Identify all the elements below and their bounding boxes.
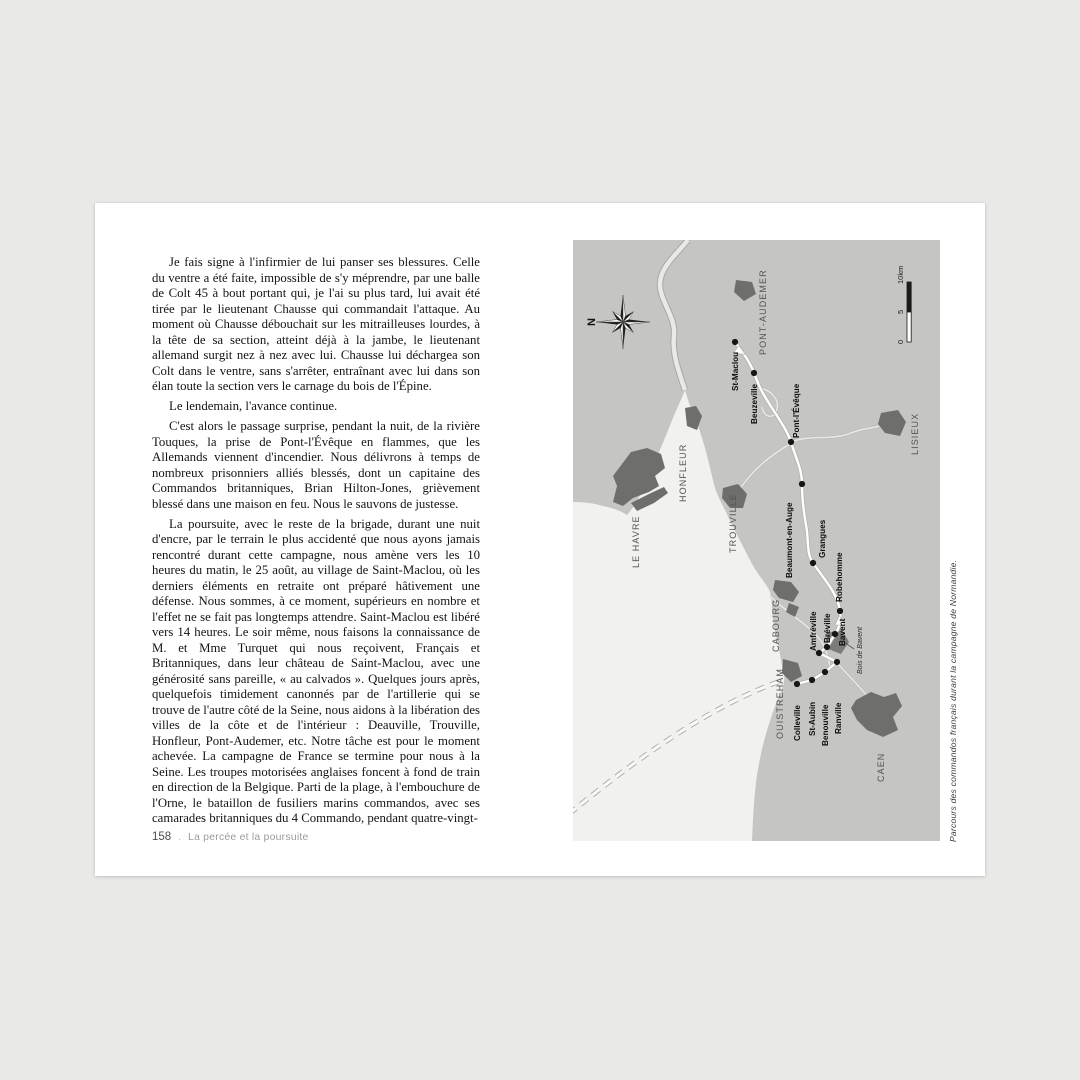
map-village-label: Amfréville (809, 611, 818, 651)
map-village-label: Beuzeville (750, 383, 759, 424)
map-city-label: TROUVILLE (728, 493, 738, 553)
footer-separator: . (178, 832, 181, 843)
paragraph: Le lendemain, l'avance continue. (169, 399, 338, 413)
normandy-map (573, 240, 940, 841)
chapter-title: La percée et la poursuite (187, 831, 309, 843)
map-city-label: OUISTREHAM (775, 667, 785, 739)
map-village-dot (837, 608, 843, 614)
map-village-dot (732, 339, 738, 345)
map-city-label: HONFLEUR (678, 443, 688, 502)
scale-bar-bottom (907, 312, 911, 342)
map-village-dot (822, 669, 828, 675)
map-village-dot (824, 644, 830, 650)
map-village-dot (751, 370, 757, 376)
body-text (152, 255, 480, 831)
scale-bar-label: 0 (896, 339, 905, 344)
map-svg (573, 240, 940, 841)
compass-north-label: N (586, 318, 598, 326)
scale-bar-label: 5 (896, 309, 905, 314)
map-village-label: Robehomme (835, 552, 844, 602)
map-city-label: CAEN (876, 752, 886, 782)
map-village-dot (809, 677, 815, 683)
map-city-label: LISIEUX (910, 412, 920, 455)
page-footer (152, 831, 309, 843)
map-village-label: Bréville (823, 613, 832, 643)
paragraph: Je fais signe à l'infirmier de lui panser ses blessures. Celle du ventre a été faite, impossible de s'y méprendre, par une balle de Colt 45 à bout portant qui, je l'ai su plus tard, lui avait été tirée par le lieutenant Chausse qui commandait l'attaque. Au moment où Chausse débouchait sur les mitrailleuses lourdes, à la tête de sa section, atteint déjà à la jambe, le lieutenant allemand surgit nez à nez avec lui. Chausse lui déchargea son Colt dans le ventre, sans s'arrêter, entraînant avec lui dans son élan toute la section vers le carnage du bois de l'Épine. (152, 255, 480, 393)
map-village-dot (794, 681, 800, 687)
map-village-label: St-Aubin (808, 701, 817, 736)
scale-bar-top (907, 282, 911, 312)
map-village-label: Bavent (838, 618, 847, 646)
map-village-label: Benouville (821, 704, 830, 746)
scale-bar-label: 10km (896, 265, 905, 284)
map-village-dot (834, 659, 840, 665)
map-village-label: Colleville (793, 705, 802, 741)
book-page (95, 203, 985, 876)
map-city-label: PONT-AUDEMER (758, 269, 768, 355)
map-caption: Parcours des commandos français durant la campagne de Normandie. (948, 559, 958, 842)
map-village-dot (810, 560, 816, 566)
forest-label: Bois de Bavent (857, 626, 864, 674)
map-village-label: Pont-l'Évêque (792, 383, 801, 438)
map-village-label: St-Maclou (731, 351, 740, 391)
map-village-dot (799, 481, 805, 487)
paragraph: C'est alors le passage surprise, pendant la nuit, de la rivière Touques, la prise de Pont-l'Évêque en flammes, que les Allemands viennent d'incendier. Nous délivrons à temps de nombreux prisonniers alliés blessés, dont un capitaine des Commandos britanniques, Brian Hilton-Jones, grièvement blessé dans une maison en feu. Nous le sauvons de justesse. (152, 419, 480, 511)
map-village-dot (788, 439, 794, 445)
map-village-label: Beaumont-en-Auge (785, 502, 794, 578)
paragraph: La poursuite, avec le reste de la brigade, durant une nuit d'encre, par le terrain le plus accidenté que nous ayons jamais rencontré durant cette campagne, nous amène vers les 10 heures du matin, le 25 août, au village de Saint-Maclou, où les derniers éléments en retraite ont préparé hâtivement une défense. Nous sommes, à ce moment, supérieurs en nombre et l'effet ne se fait pas longtemps attendre. Saint-Maclou est libéré vers 14 heures. Le soir même, nous faisons la connaissance de M. et Mme Turquet qui nous reçoivent, Français et Britanniques, dans leur château de Saint-Maclou, avec une générosité sans pareille, « au calvados ». Quelques jours après, quelquefois timidement canonnés par de l'artillerie qui se trouve de l'autre côté de la Seine, nous aidons à la libération des villes de la côte et de l'intérieur : Deauville, Trouville, Honfleur, Pont-Audemer, etc. Notre tâche est pour le moment achevée. La campagne de France se termine pour nous à la Seine. Les troupes motorisées anglaises foncent à fond de train en direction de la Belgique. Parti de la plage, à l'embouchure de l'Orne, le bataillon de fusiliers marins commandos, avec ses camarades britanniques du 4 Commando, pendant quatre-vingt- (152, 516, 480, 825)
map-village-label: Grangues (818, 519, 827, 558)
map-city-label: LE HAVRE (631, 515, 641, 568)
map-city-label: CABOURG (771, 598, 781, 652)
map-village-label: Ranville (834, 702, 843, 734)
page-number: 158 (152, 831, 172, 843)
